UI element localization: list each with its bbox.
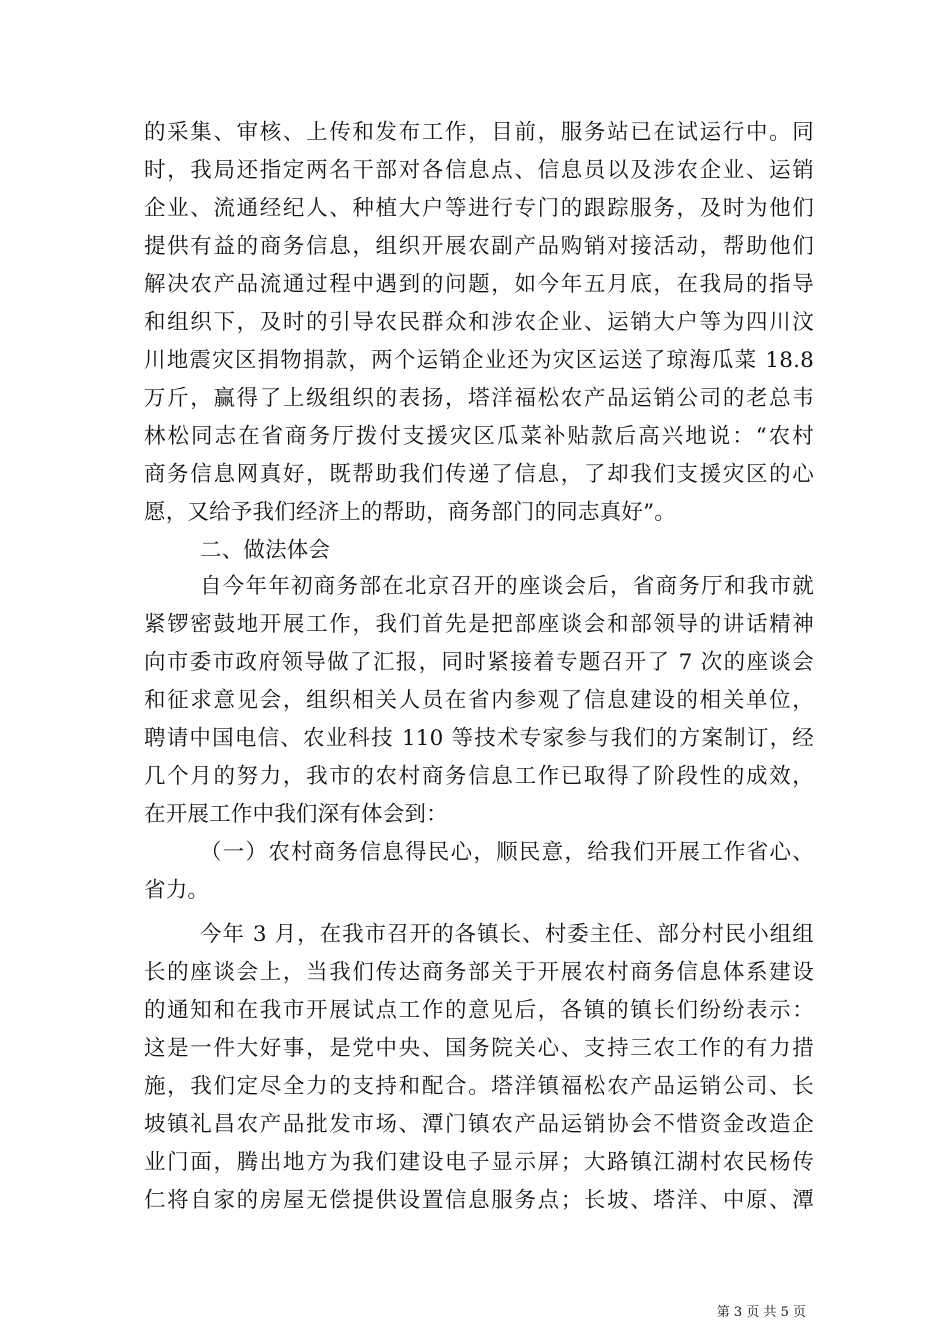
paragraph-line: 今年 3 月，在我市召开的各镇长、村委主任、部分村民小组组 <box>200 922 814 947</box>
paragraph-line: 解决农产品流通过程中遇到的问题，如今年五月底，在我局的指导 <box>144 272 814 297</box>
paragraph-line: 长的座谈会上，当我们传达商务部关于开展农村商务信息体系建设 <box>144 960 814 985</box>
paragraph-line: 的采集、审核、上传和发布工作，目前，服务站已在试运行中。同 <box>144 120 814 145</box>
paragraph-line: 和征求意见会，组织相关人员在省内参观了信息建设的相关单位， <box>144 688 814 713</box>
paragraph-line: 自今年年初商务部在北京召开的座谈会后，省商务厅和我市就 <box>200 574 814 599</box>
paragraph-line: 在开展工作中我们深有体会到： <box>144 802 448 827</box>
paragraph-line: 时，我局还指定两名干部对各信息点、信息员以及涉农企业、运销 <box>144 158 814 183</box>
paragraph-line: 川地震灾区捐物捐款，两个运销企业还为灾区运送了琼海瓜菜 18.8 <box>144 348 814 373</box>
paragraph-line: 愿，又给予我们经济上的帮助，商务部门的同志真好”。 <box>144 500 676 525</box>
paragraph-line: 提供有益的商务信息，组织开展农副产品购销对接活动，帮助他们 <box>144 234 814 259</box>
paragraph-line: 向市委市政府领导做了汇报，同时紧接着专题召开了 7 次的座谈会 <box>144 650 814 675</box>
paragraph-line: 仁将自家的房屋无偿提供设置信息服务点；长坡、塔洋、中原、潭 <box>144 1188 814 1213</box>
paragraph-line: 坡镇礼昌农产品批发市场、潭门镇农产品运销协会不惜资金改造企 <box>144 1112 814 1137</box>
paragraph-line: 施，我们定尽全力的支持和配合。塔洋镇福松农产品运销公司、长 <box>144 1074 814 1099</box>
paragraph-line: 几个月的努力，我市的农村商务信息工作已取得了阶段性的成效， <box>144 764 814 789</box>
page-number-footer: 第 3 页 共 5 页 <box>716 1305 806 1320</box>
paragraph-line: 这是一件大好事，是党中央、国务院关心、支持三农工作的有力措 <box>144 1036 814 1061</box>
paragraph-line: 的通知和在我市开展试点工作的意见后，各镇的镇长们纷纷表示： <box>144 998 814 1023</box>
subsection-heading: （一）农村商务信息得民心，顺民意，给我们开展工作省心、 <box>200 840 814 865</box>
section-heading: 二、做法体会 <box>200 538 331 563</box>
paragraph-line: 和组织下，及时的引导农民群众和涉农企业、运销大户等为四川汶 <box>144 310 814 335</box>
paragraph-line: 企业、流通经纪人、种植大户等进行专门的跟踪服务，及时为他们 <box>144 196 814 221</box>
paragraph-line: 紧锣密鼓地开展工作，我们首先是把部座谈会和部领导的讲话精神 <box>144 612 814 637</box>
paragraph-line: 业门面，腾出地方为我们建设电子显示屏；大路镇江湖村农民杨传 <box>144 1150 814 1175</box>
paragraph-line: 林松同志在省商务厅拨付支援灾区瓜菜补贴款后高兴地说：“农村 <box>144 424 814 449</box>
subsection-heading-continued: 省力。 <box>144 878 210 903</box>
paragraph-line: 万斤，赢得了上级组织的表扬，塔洋福松农产品运销公司的老总韦 <box>144 386 814 411</box>
paragraph-line: 商务信息网真好，既帮助我们传递了信息，了却我们支援灾区的心 <box>144 462 814 487</box>
paragraph-line: 聘请中国电信、农业科技 110 等技术专家参与我们的方案制订，经 <box>144 726 814 751</box>
